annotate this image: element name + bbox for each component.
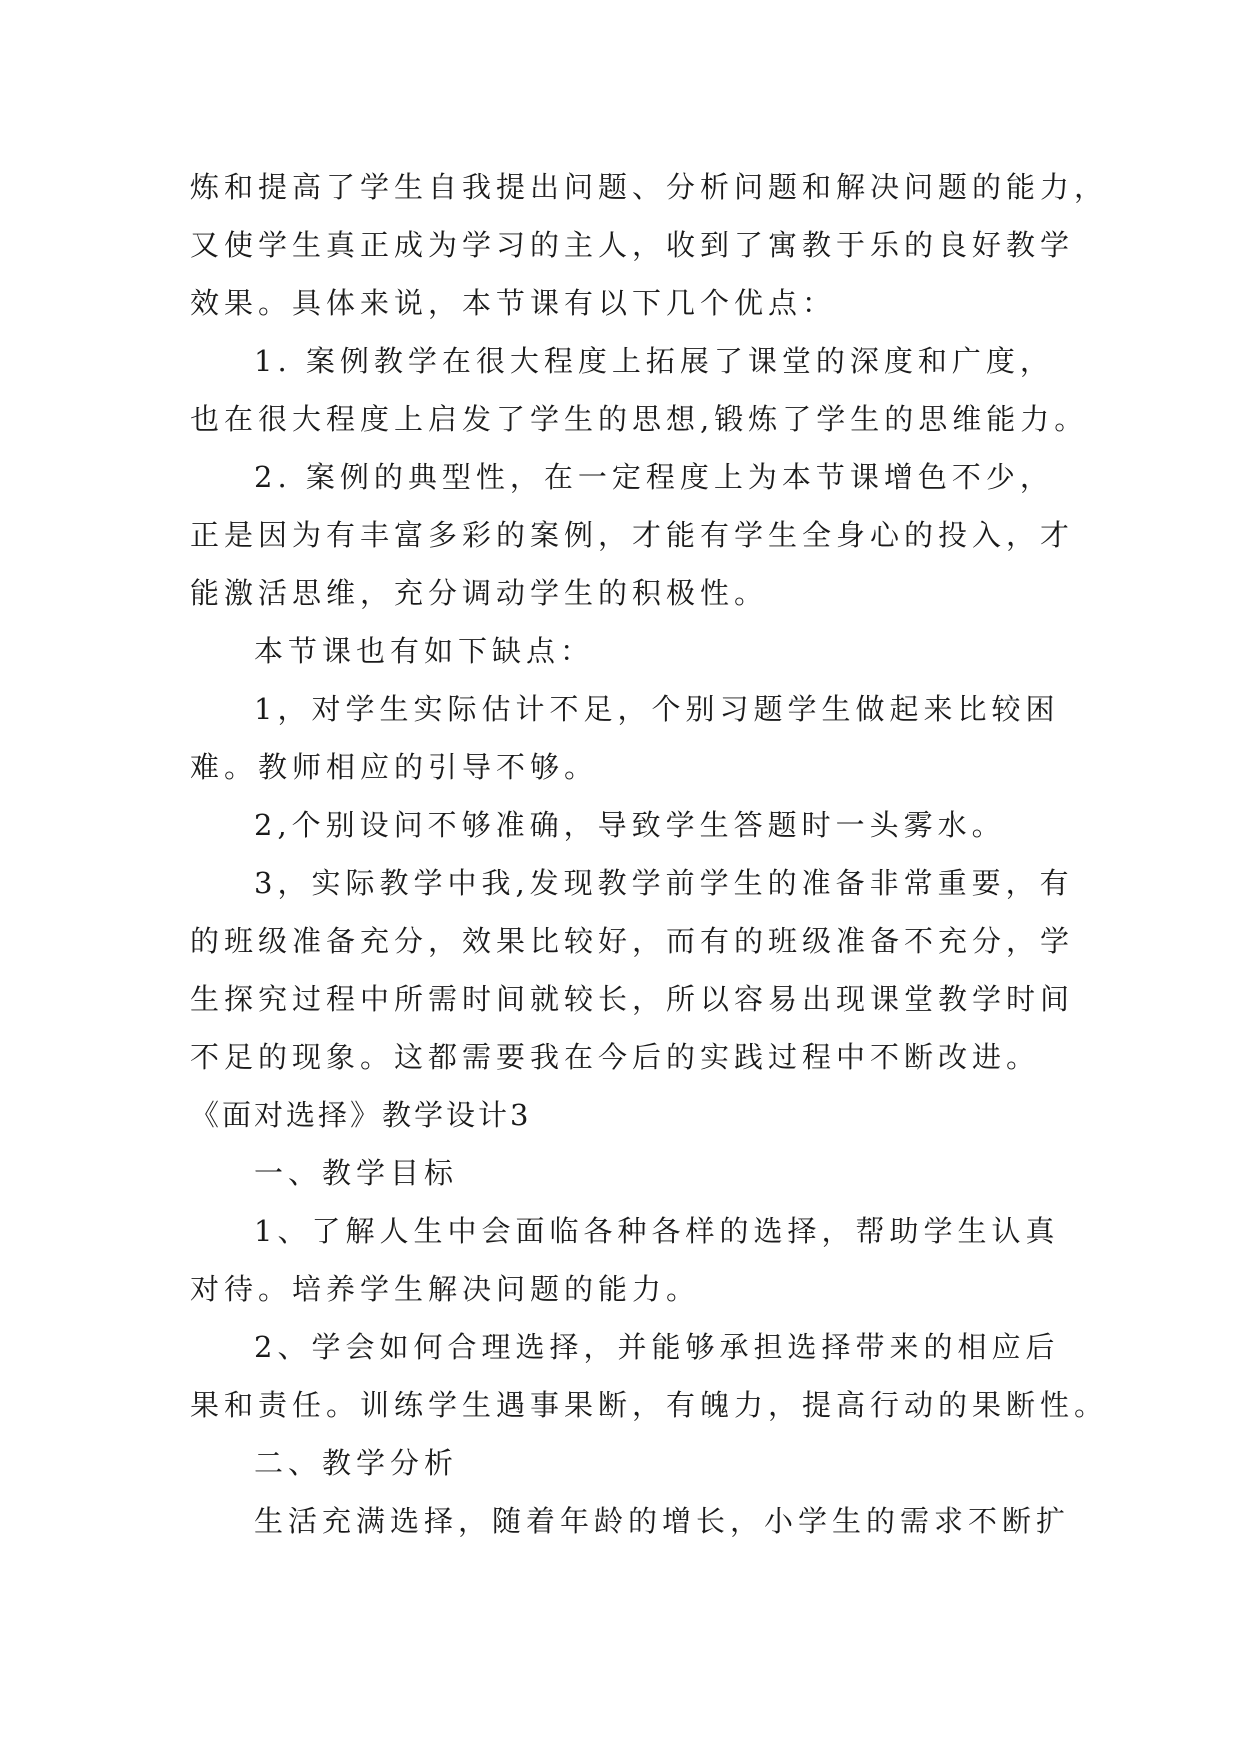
list-item-line: 1，对学生实际估计不足，个别习题学生做起来比较困: [254, 692, 1060, 726]
text-line: 效果。具体来说，本节课有以下几个优点：: [190, 286, 837, 320]
text-line: 的班级准备充分，效果比较好，而有的班级准备不充分，学: [190, 924, 1075, 958]
list-item-line: 2,个别设问不够准确，导致学生答题时一头雾水。: [254, 808, 1006, 842]
list-item-line: 3，实际教学中我,发现教学前学生的准备非常重要，有: [254, 866, 1074, 900]
paragraph-line: 本节课也有如下缺点：: [254, 634, 595, 668]
text-line: 难。教师相应的引导不够。: [190, 750, 599, 784]
text-line: 正是因为有丰富多彩的案例，才能有学生全身心的投入，才: [190, 518, 1075, 552]
section-heading: 二、教学分析: [254, 1446, 459, 1480]
section-title: 《面对选择》教学设计3: [190, 1098, 532, 1132]
text-line: 也在很大程度上启发了学生的思想,锻炼了学生的思维能力。: [190, 402, 1089, 436]
text-line: 能激活思维，充分调动学生的积极性。: [190, 576, 769, 610]
text-line: 炼和提高了学生自我提出问题、分析问题和解决问题的能力，: [190, 170, 1109, 204]
text-line: 生探究过程中所需时间就较长，所以容易出现课堂教学时间: [190, 982, 1075, 1016]
text-line: 果和责任。训练学生遇事果断，有魄力，提高行动的果断性。: [190, 1388, 1109, 1422]
text-line: 不足的现象。这都需要我在今后的实践过程中不断改进。: [190, 1040, 1041, 1074]
list-item-line: 2、学会如何合理选择，并能够承担选择带来的相应后: [254, 1330, 1060, 1364]
list-item-line: 1. 案例教学在很大程度上拓展了课堂的深度和广度，: [254, 344, 1054, 378]
list-item-line: 1、了解人生中会面临各种各样的选择，帮助学生认真: [254, 1214, 1060, 1248]
text-line: 又使学生真正成为学习的主人，收到了寓教于乐的良好教学: [190, 228, 1075, 262]
section-heading: 一、教学目标: [254, 1156, 459, 1190]
paragraph-line: 生活充满选择，随着年龄的增长，小学生的需求不断扩: [254, 1504, 1071, 1538]
text-line: 对待。培养学生解决问题的能力。: [190, 1272, 701, 1306]
list-item-line: 2. 案例的典型性，在一定程度上为本节课增色不少，: [254, 460, 1054, 494]
